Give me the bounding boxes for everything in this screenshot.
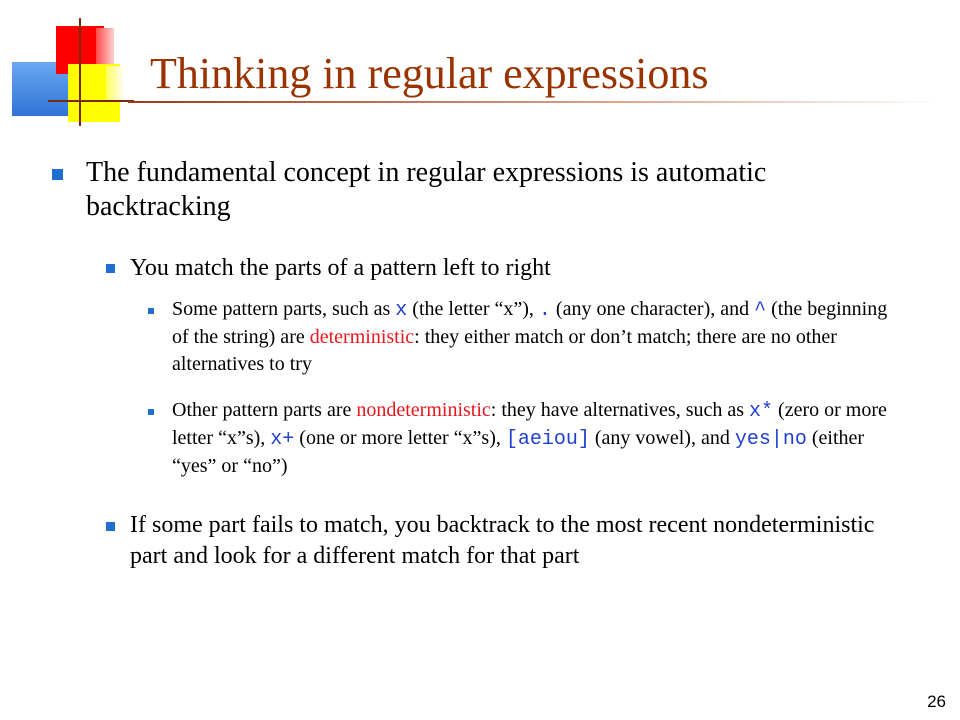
text-run: (either “yes” or “no”): [172, 427, 865, 477]
horizontal-rule-decoration: [48, 100, 134, 102]
text-run: (the beginning of the string) are: [172, 298, 888, 348]
code-token: x*: [749, 400, 774, 423]
text-run: (one or more letter “x”s),: [294, 427, 506, 449]
text-run: : they have alternatives, such as: [490, 399, 750, 421]
red-gradient-decoration: [96, 28, 114, 68]
code-token: x+: [270, 428, 295, 451]
bullet-marker-level2: [106, 522, 115, 531]
bullet-level2-backtrack: [130, 510, 900, 572]
code-token: x: [395, 299, 408, 322]
yellow-gradient-decoration: [106, 66, 122, 102]
text-run: (any vowel), and: [589, 427, 735, 449]
code-token: [aeiou]: [505, 428, 590, 451]
text-run: Some pattern parts, such as: [172, 298, 396, 320]
bullet-marker-level2: [106, 264, 115, 273]
title-underline: [128, 101, 940, 103]
slide-logo-graphic: [0, 0, 140, 140]
bullet-marker-level1: [52, 169, 63, 180]
bullet-text: If some part fails to match, you backtrack to the most recent nondeterministic part and look for a different match for that part: [130, 512, 875, 569]
bullet-marker-level3: [148, 409, 154, 415]
bullet-level3-nondeterministic: [172, 397, 892, 480]
text-run: Other pattern parts are: [172, 399, 357, 421]
text-run: (any one character), and: [550, 298, 755, 320]
text-run: (the letter “x”),: [407, 298, 539, 320]
bullet-marker-level3: [148, 308, 154, 314]
vertical-rule-decoration: [79, 18, 81, 126]
emphasis-term: nondeterministic: [356, 399, 491, 421]
code-token: yes|no: [734, 428, 807, 451]
code-token: .: [538, 299, 551, 322]
bullet-level1-backtracking: [86, 156, 916, 224]
text-run: : they either match or don’t match; there are no other alternatives to try: [172, 326, 837, 375]
code-token: ^: [754, 299, 767, 322]
bullet-text: The fundamental concept in regular expressions is automatic backtracking: [86, 157, 767, 222]
emphasis-term: deterministic: [309, 326, 415, 348]
bullet-text: You match the parts of a pattern left to right: [130, 255, 551, 281]
bullet-level2-left-to-right: [130, 253, 910, 284]
page-number: 26: [927, 692, 946, 711]
bullet-level3-deterministic: [172, 296, 892, 378]
slide-title: Thinking in regular expressions: [150, 49, 709, 98]
text-run: (zero or more letter “x”s),: [172, 399, 887, 449]
